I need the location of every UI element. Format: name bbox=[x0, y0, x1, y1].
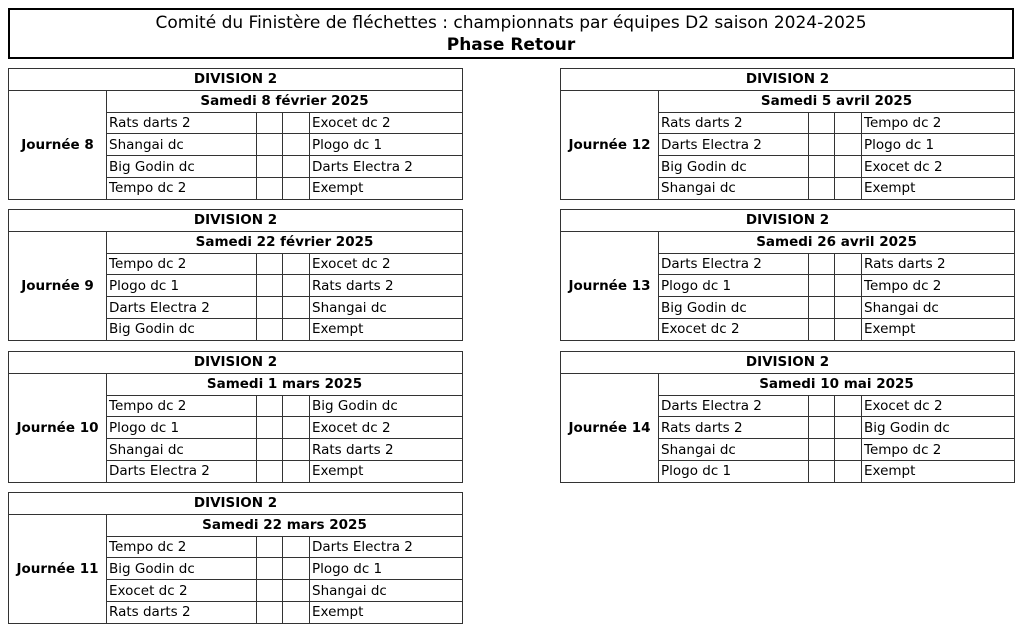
away-team: Exocet dc 2 bbox=[862, 156, 1015, 178]
journee-date: Samedi 8 février 2025 bbox=[107, 90, 463, 112]
home-score-cell[interactable] bbox=[809, 318, 835, 340]
home-score-cell[interactable] bbox=[809, 156, 835, 178]
away-team: Exocet dc 2 bbox=[310, 112, 463, 134]
away-team: Exocet dc 2 bbox=[310, 417, 463, 439]
away-score-cell[interactable] bbox=[283, 156, 310, 178]
home-score-cell[interactable] bbox=[257, 417, 283, 439]
away-score-cell[interactable] bbox=[835, 253, 862, 275]
home-team: Rats darts 2 bbox=[659, 417, 809, 439]
journee-label: Journée 11 bbox=[9, 514, 107, 623]
journee-label: Journée 10 bbox=[9, 373, 107, 482]
division-header: DIVISION 2 bbox=[9, 69, 463, 91]
home-score-cell[interactable] bbox=[257, 177, 283, 199]
journee-date: Samedi 10 mai 2025 bbox=[659, 373, 1015, 395]
away-team: Big Godin dc bbox=[862, 417, 1015, 439]
journee-date: Samedi 5 avril 2025 bbox=[659, 90, 1015, 112]
home-score-cell[interactable] bbox=[257, 134, 283, 156]
home-team: Plogo dc 1 bbox=[107, 417, 257, 439]
home-team: Darts Electra 2 bbox=[659, 253, 809, 275]
home-score-cell[interactable] bbox=[257, 112, 283, 134]
home-score-cell[interactable] bbox=[257, 460, 283, 482]
away-score-cell[interactable] bbox=[835, 134, 862, 156]
home-team: Tempo dc 2 bbox=[107, 253, 257, 275]
away-team: Shangai dc bbox=[862, 297, 1015, 319]
home-score-cell[interactable] bbox=[809, 395, 835, 417]
division-header: DIVISION 2 bbox=[9, 210, 463, 232]
away-team: Rats darts 2 bbox=[310, 275, 463, 297]
home-team: Exocet dc 2 bbox=[107, 580, 257, 602]
journee-table bbox=[8, 209, 463, 341]
away-score-cell[interactable] bbox=[835, 112, 862, 134]
home-score-cell[interactable] bbox=[257, 601, 283, 623]
away-score-cell[interactable] bbox=[835, 417, 862, 439]
away-team: Tempo dc 2 bbox=[862, 112, 1015, 134]
away-team: Tempo dc 2 bbox=[862, 275, 1015, 297]
journee-table bbox=[8, 492, 463, 624]
home-score-cell[interactable] bbox=[257, 439, 283, 461]
away-score-cell[interactable] bbox=[283, 134, 310, 156]
away-score-cell[interactable] bbox=[835, 156, 862, 178]
home-team: Tempo dc 2 bbox=[107, 536, 257, 558]
home-team: Big Godin dc bbox=[107, 156, 257, 178]
away-team: Exempt bbox=[862, 460, 1015, 482]
page-subtitle: Phase Retour bbox=[446, 35, 576, 55]
home-score-cell[interactable] bbox=[257, 253, 283, 275]
away-team: Exempt bbox=[310, 460, 463, 482]
home-score-cell[interactable] bbox=[809, 177, 835, 199]
journee-table bbox=[560, 209, 1015, 341]
away-team: Plogo dc 1 bbox=[310, 134, 463, 156]
away-score-cell[interactable] bbox=[283, 177, 310, 199]
journee-date: Samedi 22 février 2025 bbox=[107, 231, 463, 253]
away-team: Exempt bbox=[862, 177, 1015, 199]
home-team: Shangai dc bbox=[659, 177, 809, 199]
away-team: Plogo dc 1 bbox=[862, 134, 1015, 156]
away-score-cell[interactable] bbox=[283, 580, 310, 602]
journee-label: Journée 9 bbox=[9, 231, 107, 340]
division-header: DIVISION 2 bbox=[561, 352, 1015, 374]
home-team: Shangai dc bbox=[107, 134, 257, 156]
away-score-cell[interactable] bbox=[283, 536, 310, 558]
home-score-cell[interactable] bbox=[809, 417, 835, 439]
home-team: Big Godin dc bbox=[659, 297, 809, 319]
home-team: Rats darts 2 bbox=[107, 601, 257, 623]
journee-table bbox=[8, 351, 463, 483]
journee-table bbox=[560, 351, 1015, 483]
home-score-cell[interactable] bbox=[257, 156, 283, 178]
away-team: Exempt bbox=[310, 177, 463, 199]
home-score-cell[interactable] bbox=[809, 275, 835, 297]
away-team: Darts Electra 2 bbox=[310, 156, 463, 178]
home-score-cell[interactable] bbox=[809, 112, 835, 134]
division-header: DIVISION 2 bbox=[9, 493, 463, 515]
journee-label: Journée 8 bbox=[9, 90, 107, 199]
away-team: Shangai dc bbox=[310, 297, 463, 319]
page-title: Comité du Finistère de fléchettes : championnats par équipes D2 saison 2024-2025 bbox=[155, 13, 867, 33]
away-score-cell[interactable] bbox=[283, 439, 310, 461]
away-score-cell[interactable] bbox=[835, 177, 862, 199]
away-score-cell[interactable] bbox=[283, 297, 310, 319]
journee-table bbox=[8, 68, 463, 200]
away-score-cell[interactable] bbox=[283, 318, 310, 340]
away-score-cell[interactable] bbox=[283, 558, 310, 580]
away-score-cell[interactable] bbox=[835, 297, 862, 319]
away-score-cell[interactable] bbox=[283, 460, 310, 482]
away-team: Rats darts 2 bbox=[310, 439, 463, 461]
home-score-cell[interactable] bbox=[257, 275, 283, 297]
home-team: Rats darts 2 bbox=[107, 112, 257, 134]
home-team: Exocet dc 2 bbox=[659, 318, 809, 340]
away-team: Tempo dc 2 bbox=[862, 439, 1015, 461]
home-team: Darts Electra 2 bbox=[659, 395, 809, 417]
home-score-cell[interactable] bbox=[809, 439, 835, 461]
home-team: Plogo dc 1 bbox=[659, 275, 809, 297]
away-team: Exocet dc 2 bbox=[862, 395, 1015, 417]
away-score-cell[interactable] bbox=[283, 275, 310, 297]
journee-date: Samedi 26 avril 2025 bbox=[659, 231, 1015, 253]
home-score-cell[interactable] bbox=[809, 134, 835, 156]
home-team: Darts Electra 2 bbox=[659, 134, 809, 156]
away-score-cell[interactable] bbox=[835, 395, 862, 417]
away-score-cell[interactable] bbox=[835, 439, 862, 461]
home-team: Shangai dc bbox=[107, 439, 257, 461]
home-score-cell[interactable] bbox=[257, 395, 283, 417]
journee-date: Samedi 22 mars 2025 bbox=[107, 514, 463, 536]
home-score-cell[interactable] bbox=[809, 297, 835, 319]
away-score-cell[interactable] bbox=[835, 318, 862, 340]
away-team: Exempt bbox=[862, 318, 1015, 340]
away-team: Plogo dc 1 bbox=[310, 558, 463, 580]
away-team: Rats darts 2 bbox=[862, 253, 1015, 275]
journee-table bbox=[560, 68, 1015, 200]
division-header: DIVISION 2 bbox=[561, 69, 1015, 91]
home-team: Big Godin dc bbox=[107, 318, 257, 340]
home-team: Tempo dc 2 bbox=[107, 395, 257, 417]
away-score-cell[interactable] bbox=[835, 275, 862, 297]
home-team: Big Godin dc bbox=[659, 156, 809, 178]
away-team: Shangai dc bbox=[310, 580, 463, 602]
away-team: Exempt bbox=[310, 318, 463, 340]
journee-date: Samedi 1 mars 2025 bbox=[107, 373, 463, 395]
home-team: Shangai dc bbox=[659, 439, 809, 461]
away-score-cell[interactable] bbox=[283, 395, 310, 417]
away-team: Darts Electra 2 bbox=[310, 536, 463, 558]
division-header: DIVISION 2 bbox=[561, 210, 1015, 232]
home-score-cell[interactable] bbox=[257, 580, 283, 602]
home-score-cell[interactable] bbox=[257, 297, 283, 319]
journee-label: Journée 12 bbox=[561, 90, 659, 199]
page-title-box bbox=[8, 8, 1014, 59]
away-score-cell[interactable] bbox=[283, 112, 310, 134]
journee-label: Journée 14 bbox=[561, 373, 659, 482]
away-score-cell[interactable] bbox=[283, 601, 310, 623]
away-score-cell[interactable] bbox=[835, 460, 862, 482]
away-team: Big Godin dc bbox=[310, 395, 463, 417]
away-score-cell[interactable] bbox=[283, 417, 310, 439]
home-team: Darts Electra 2 bbox=[107, 297, 257, 319]
home-score-cell[interactable] bbox=[809, 460, 835, 482]
journee-label: Journée 13 bbox=[561, 231, 659, 340]
home-score-cell[interactable] bbox=[257, 558, 283, 580]
away-team: Exempt bbox=[310, 601, 463, 623]
home-team: Tempo dc 2 bbox=[107, 177, 257, 199]
home-team: Plogo dc 1 bbox=[659, 460, 809, 482]
away-team: Exocet dc 2 bbox=[310, 253, 463, 275]
home-score-cell[interactable] bbox=[257, 318, 283, 340]
home-team: Plogo dc 1 bbox=[107, 275, 257, 297]
division-header: DIVISION 2 bbox=[9, 352, 463, 374]
home-team: Rats darts 2 bbox=[659, 112, 809, 134]
home-score-cell[interactable] bbox=[809, 253, 835, 275]
home-team: Big Godin dc bbox=[107, 558, 257, 580]
away-score-cell[interactable] bbox=[283, 253, 310, 275]
home-score-cell[interactable] bbox=[257, 536, 283, 558]
home-team: Darts Electra 2 bbox=[107, 460, 257, 482]
